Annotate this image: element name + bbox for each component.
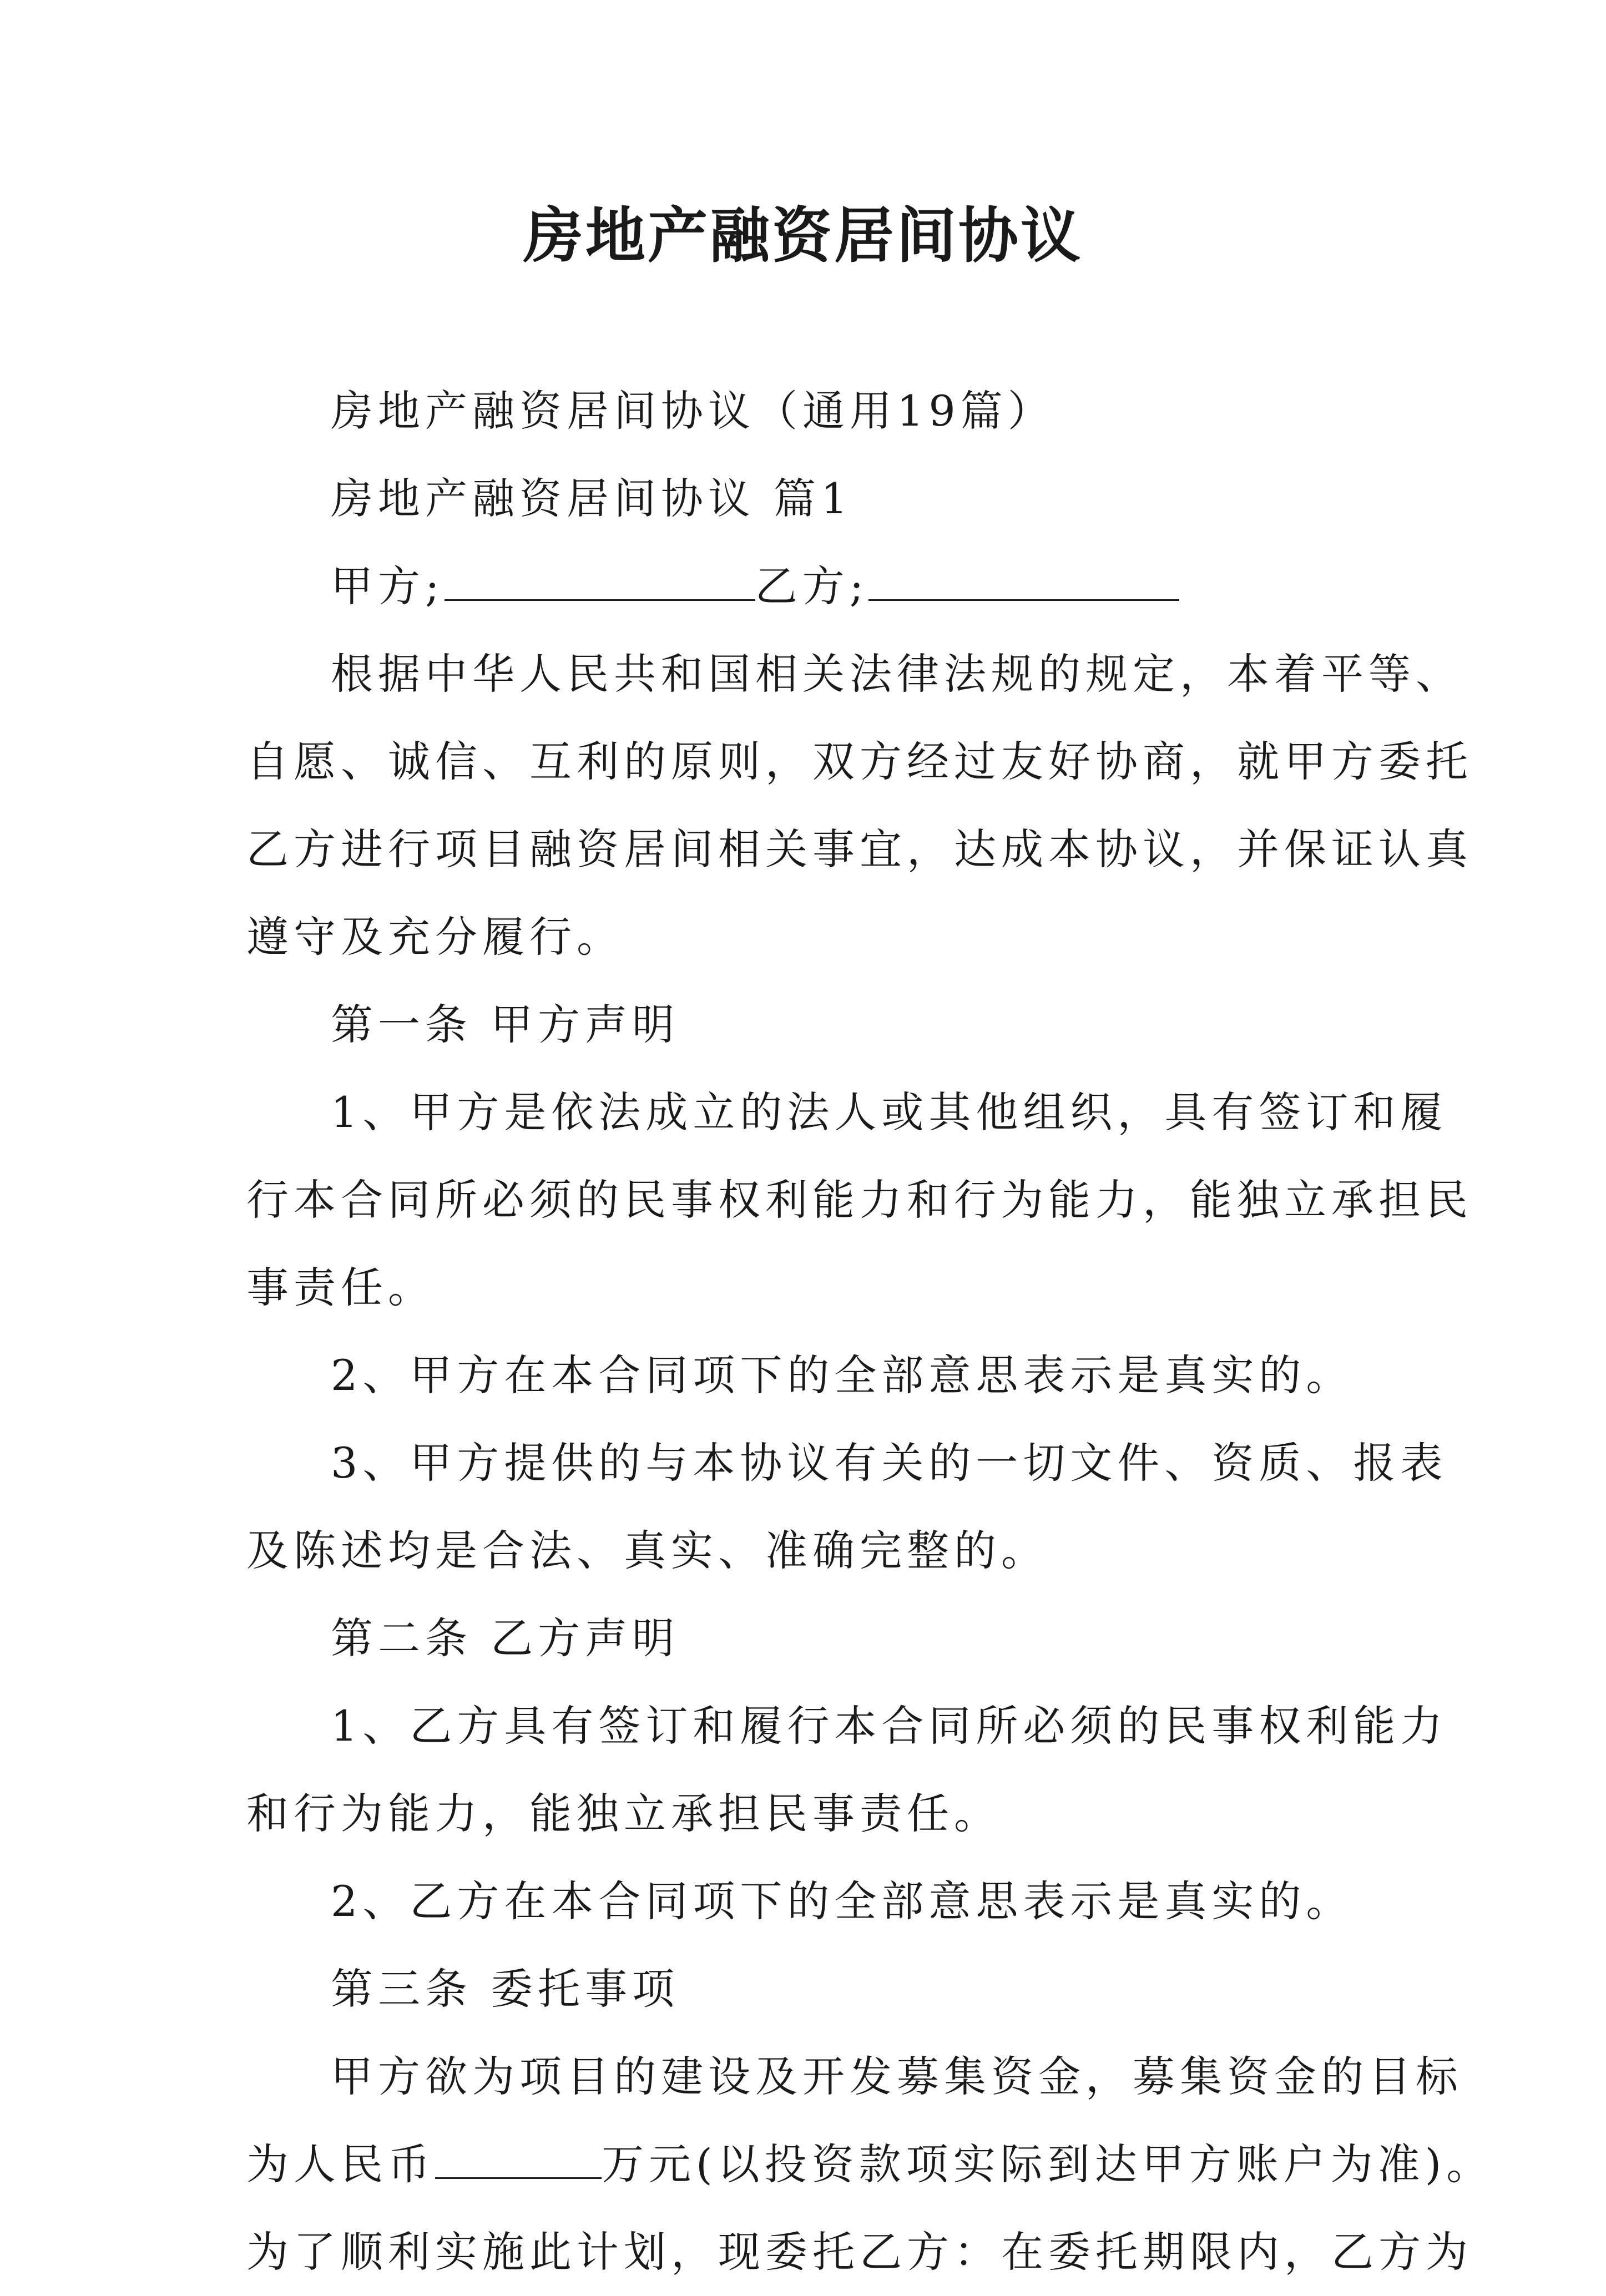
article2-item2 — [246, 1858, 1395, 1945]
article-heading-line: 第二条 乙方声明 — [331, 1614, 680, 1663]
clause-line: 事责任。 — [246, 1263, 435, 1312]
intro-line: 根据中华人民共和国相关法律法规的规定，本着平等、 — [331, 649, 1463, 699]
amount-prefix: 为人民币 — [246, 2140, 435, 2189]
article-heading-line: 第三条 委托事项 — [331, 1964, 680, 2014]
intro-line: 自愿、诚信、互利的原则，双方经过友好协商，就甲方委托 — [246, 737, 1473, 786]
article1-item3 — [246, 1419, 1448, 1595]
document-title: 房地产融资居间协议 — [523, 201, 1083, 271]
party-b-blank — [868, 566, 1179, 601]
clause-line: 1、乙方具有签订和履行本合同所必须的民事权利能力 — [331, 1701, 1448, 1751]
article1-item1 — [246, 1069, 1473, 1332]
amount-blank — [435, 2144, 602, 2179]
article2-heading — [246, 1595, 1395, 1682]
subtitle-line: 房地产融资居间协议（通用19篇） — [331, 386, 1055, 436]
article1-heading — [246, 981, 1395, 1069]
article1-item2 — [246, 1332, 1395, 1419]
party-a-blank — [445, 566, 755, 601]
clause-line: 3、甲方提供的与本协议有关的一切文件、资质、报表 — [331, 1438, 1448, 1488]
clause-line: 为了顺利实施此计划，现委托乙方：在委托期限内，乙方为 — [246, 2227, 1473, 2277]
article2-item1 — [246, 1682, 1448, 1858]
parties-line — [246, 543, 1395, 630]
clause-line: 和行为能力，能独立承担民事责任。 — [246, 1789, 1001, 1838]
party-a-label: 甲方; — [331, 562, 445, 611]
amount-suffix: 万元(以投资款项实际到达甲方账户为准)。 — [602, 2140, 1494, 2189]
clause-line: 2、乙方在本合同项下的全部意思表示是真实的。 — [331, 1877, 1354, 1926]
clause-line: 行本合同所必须的民事权利能力和行为能力，能独立承担民 — [246, 1175, 1473, 1225]
document-subtitle — [246, 367, 1395, 455]
party-b-label: 乙方; — [755, 562, 869, 611]
clause-line: 2、甲方在本合同项下的全部意思表示是真实的。 — [331, 1351, 1354, 1400]
clause-line: 甲方欲为项目的建设及开发募集资金，募集资金的目标 — [331, 2052, 1463, 2101]
clause-line: 1、甲方是依法成立的法人或其他组织，具有签订和履 — [331, 1088, 1448, 1137]
intro-line: 乙方进行项目融资居间相关事宜，达成本协议，并保证认真 — [246, 825, 1473, 874]
section-heading-line: 房地产融资居间协议 篇1 — [331, 474, 853, 523]
article3-heading — [246, 1945, 1395, 2033]
clause-line: 及陈述均是合法、真实、准确完整的。 — [246, 1526, 1048, 1575]
article3-paragraph — [246, 2033, 1494, 2296]
clause-line — [162, 2121, 1494, 2208]
document-body — [246, 367, 1494, 2296]
article-heading-line: 第一条 甲方声明 — [331, 1000, 680, 1049]
intro-line: 遵守及充分履行。 — [246, 912, 624, 962]
parties-line-content — [246, 543, 1395, 630]
section-heading — [246, 455, 1395, 543]
intro-paragraph — [246, 630, 1473, 981]
